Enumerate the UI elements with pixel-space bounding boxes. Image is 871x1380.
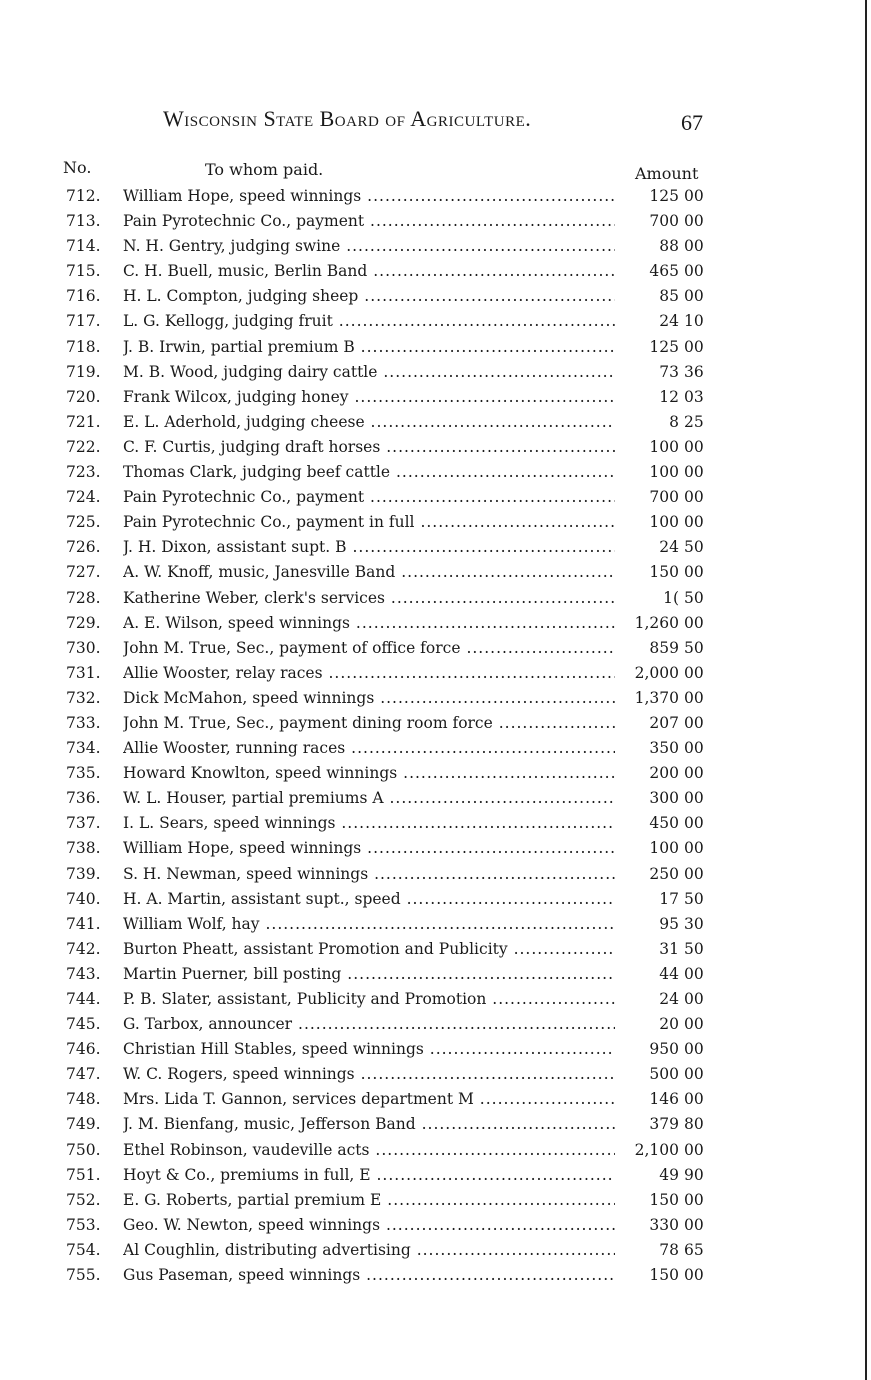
amount-cents: 00 bbox=[684, 437, 704, 456]
payee-description: Katherine Weber, clerk's services ..... bbox=[123, 586, 615, 611]
entry-number: 753. bbox=[66, 1215, 101, 1234]
amount-cents: 25 bbox=[684, 412, 704, 431]
amount-dollars: 1,370 bbox=[634, 688, 679, 707]
column-header-amount: Amount bbox=[635, 164, 699, 183]
ledger-row bbox=[0, 360, 871, 385]
payee-description: John M. True, Sec., payment of office force ..... bbox=[123, 636, 615, 661]
ledger-row bbox=[0, 234, 871, 259]
amount-cents: 00 bbox=[684, 1065, 704, 1084]
amount-cents: 00 bbox=[684, 1140, 704, 1159]
entry-number: 749. bbox=[66, 1115, 101, 1134]
payee-description: C. H. Buell, music, Berlin Band ..... bbox=[123, 259, 615, 284]
ledger-row bbox=[0, 435, 871, 460]
ledger-row bbox=[0, 887, 871, 912]
ledger-row bbox=[0, 335, 871, 360]
ledger-row bbox=[0, 535, 871, 560]
amount-cents: 00 bbox=[684, 287, 704, 306]
amount-cents: 50 bbox=[684, 939, 704, 958]
ledger-row bbox=[0, 686, 871, 711]
entry-number: 754. bbox=[66, 1240, 101, 1259]
ledger-row bbox=[0, 836, 871, 861]
payee-description: Martin Puerner, bill posting ..... bbox=[123, 962, 615, 987]
amount-cents: 00 bbox=[684, 1090, 704, 1109]
payee-description: Mrs. Lida T. Gannon, services department M ..... bbox=[123, 1087, 615, 1112]
payee-description: Burton Pheatt, assistant Promotion and Publicity ..... bbox=[123, 937, 615, 962]
payee-description: John M. True, Sec., payment dining room force ..... bbox=[123, 711, 615, 736]
payee-description: H. L. Compton, judging sheep ..... bbox=[123, 284, 615, 309]
amount-cents: 00 bbox=[684, 1040, 704, 1059]
amount-cents: 00 bbox=[684, 613, 704, 632]
entry-number: 752. bbox=[66, 1190, 101, 1209]
amount-cents: 00 bbox=[684, 789, 704, 808]
amount-cents: 00 bbox=[684, 212, 704, 231]
payee-description: Gus Paseman, speed winnings ..... bbox=[123, 1263, 615, 1288]
amount-cents: 00 bbox=[684, 1190, 704, 1209]
entry-number: 721. bbox=[66, 412, 101, 431]
amount-dollars: 100 bbox=[649, 839, 679, 858]
ledger-row bbox=[0, 1163, 871, 1188]
amount-cents: 03 bbox=[684, 387, 704, 406]
amount-cents: 00 bbox=[684, 663, 704, 682]
amount-cents: 50 bbox=[684, 538, 704, 557]
ledger-row bbox=[0, 937, 871, 962]
amount-dollars: 859 bbox=[649, 638, 679, 657]
ledger-row bbox=[0, 786, 871, 811]
amount-dollars: 150 bbox=[649, 563, 679, 582]
entry-number: 739. bbox=[66, 864, 101, 883]
ledger-row bbox=[0, 586, 871, 611]
ledger-row bbox=[0, 761, 871, 786]
amount-dollars: 2,000 bbox=[634, 663, 679, 682]
ledger-row bbox=[0, 1112, 871, 1137]
amount-dollars: 250 bbox=[649, 864, 679, 883]
payee-description: H. A. Martin, assistant supt., speed ..... bbox=[123, 887, 615, 912]
amount-cents: 00 bbox=[684, 739, 704, 758]
amount-cents: 00 bbox=[684, 1015, 704, 1034]
ledger-row bbox=[0, 987, 871, 1012]
ledger-row bbox=[0, 1213, 871, 1238]
amount-cents: 00 bbox=[684, 337, 704, 356]
payee-description: A. E. Wilson, speed winnings ..... bbox=[123, 611, 615, 636]
payee-description: J. B. Irwin, partial premium B ..... bbox=[123, 335, 615, 360]
amount-dollars: 150 bbox=[649, 1266, 679, 1285]
entry-number: 751. bbox=[66, 1165, 101, 1184]
amount-cents: 00 bbox=[684, 488, 704, 507]
amount-dollars: 24 bbox=[659, 538, 679, 557]
payee-description: Pain Pyrotechnic Co., payment ..... bbox=[123, 485, 615, 510]
entry-number: 724. bbox=[66, 488, 101, 507]
payee-description: Geo. W. Newton, speed winnings ..... bbox=[123, 1213, 615, 1238]
amount-cents: 00 bbox=[684, 814, 704, 833]
amount-cents: 80 bbox=[684, 1115, 704, 1134]
payee-description: Allie Wooster, running races ..... bbox=[123, 736, 615, 761]
entry-number: 726. bbox=[66, 538, 101, 557]
amount-dollars: 100 bbox=[649, 513, 679, 532]
amount-dollars: 700 bbox=[649, 212, 679, 231]
payee-description: Howard Knowlton, speed winnings ..... bbox=[123, 761, 615, 786]
ledger-row bbox=[0, 962, 871, 987]
ledger-row bbox=[0, 711, 871, 736]
amount-dollars: 700 bbox=[649, 488, 679, 507]
ledger-row bbox=[0, 1012, 871, 1037]
payee-description: L. G. Kellogg, judging fruit ..... bbox=[123, 309, 615, 334]
amount-dollars: 200 bbox=[649, 764, 679, 783]
amount-dollars: 20 bbox=[659, 1015, 679, 1034]
payee-description: Pain Pyrotechnic Co., payment ..... bbox=[123, 209, 615, 234]
ledger-row bbox=[0, 611, 871, 636]
entry-number: 744. bbox=[66, 990, 101, 1008]
amount-dollars: 85 bbox=[659, 287, 679, 306]
amount-dollars: 100 bbox=[649, 437, 679, 456]
amount-dollars: 73 bbox=[659, 362, 679, 381]
amount-dollars: 49 bbox=[659, 1165, 679, 1184]
ledger-row bbox=[0, 736, 871, 761]
amount-cents: 00 bbox=[684, 864, 704, 883]
payee-description: G. Tarbox, announcer ..... bbox=[123, 1012, 615, 1037]
amount-cents: 36 bbox=[684, 362, 704, 381]
payee-description: E. L. Aderhold, judging cheese ..... bbox=[123, 410, 615, 435]
entry-number: 731. bbox=[66, 663, 101, 682]
payee-description: I. L. Sears, speed winnings ..... bbox=[123, 811, 615, 836]
amount-dollars: 950 bbox=[649, 1040, 679, 1059]
entry-number: 725. bbox=[66, 513, 101, 532]
ledger-row bbox=[0, 385, 871, 410]
entry-number: 717. bbox=[66, 312, 101, 331]
ledger-row bbox=[0, 636, 871, 661]
entry-number: 741. bbox=[66, 914, 101, 933]
entry-number: 748. bbox=[66, 1090, 101, 1109]
entry-number: 743. bbox=[66, 964, 101, 983]
payee-description: Allie Wooster, relay races ..... bbox=[123, 661, 615, 686]
payee-description: A. W. Knoff, music, Janesville Band ..... bbox=[123, 560, 615, 585]
amount-cents: 50 bbox=[684, 889, 704, 908]
entry-number: 745. bbox=[66, 1015, 101, 1034]
entry-number: 720. bbox=[66, 387, 101, 406]
running-title: Wisconsin State Board of Agriculture. bbox=[163, 106, 532, 131]
ledger-row bbox=[0, 410, 871, 435]
amount-dollars: 88 bbox=[659, 237, 679, 256]
amount-dollars: 450 bbox=[649, 814, 679, 833]
entry-number: 734. bbox=[66, 739, 101, 758]
entry-number: 730. bbox=[66, 638, 101, 657]
entry-number: 715. bbox=[66, 262, 101, 281]
amount-cents: 00 bbox=[684, 764, 704, 783]
amount-dollars: 207 bbox=[649, 713, 679, 732]
amount-cents: 00 bbox=[684, 513, 704, 532]
entry-number: 714. bbox=[66, 237, 101, 256]
amount-dollars: 1,260 bbox=[634, 613, 679, 632]
entry-number: 722. bbox=[66, 437, 101, 456]
payee-description: Christian Hill Stables, speed winnings ..... bbox=[123, 1037, 615, 1062]
amount-cents: 00 bbox=[684, 713, 704, 732]
entry-number: 732. bbox=[66, 688, 101, 707]
amount-cents: 90 bbox=[684, 1165, 704, 1184]
amount-dollars: 300 bbox=[649, 789, 679, 808]
payee-description: J. M. Bienfang, music, Jefferson Band ..... bbox=[123, 1112, 615, 1137]
entry-number: 736. bbox=[66, 789, 101, 808]
amount-cents: 00 bbox=[684, 1215, 704, 1234]
payee-description: W. L. Houser, partial premiums A ..... bbox=[123, 786, 615, 811]
amount-cents: 00 bbox=[684, 187, 704, 205]
entry-number: 729. bbox=[66, 613, 101, 632]
page-edge-rule bbox=[865, 0, 867, 1380]
amount-dollars: 31 bbox=[659, 939, 679, 958]
ledger-row bbox=[0, 811, 871, 836]
amount-cents: 10 bbox=[684, 312, 704, 331]
ledger-row bbox=[0, 460, 871, 485]
payee-description: William Hope, speed winnings ..... bbox=[123, 836, 615, 861]
entry-number: 727. bbox=[66, 563, 101, 582]
payee-description: P. B. Slater, assistant, Publicity and Promotion ..... bbox=[123, 987, 615, 1012]
ledger-row bbox=[0, 485, 871, 510]
page-number: 67 bbox=[681, 110, 703, 135]
payee-description: Thomas Clark, judging beef cattle ..... bbox=[123, 460, 615, 485]
payee-description: J. H. Dixon, assistant supt. B ..... bbox=[123, 535, 615, 560]
amount-cents: 00 bbox=[684, 964, 704, 983]
amount-cents: 00 bbox=[684, 1266, 704, 1285]
amount-dollars: 24 bbox=[659, 312, 679, 331]
ledger-row bbox=[0, 1238, 871, 1263]
payee-description: William Hope, speed winnings ..... bbox=[123, 184, 615, 209]
amount-cents: 00 bbox=[684, 688, 704, 707]
amount-dollars: 8 bbox=[669, 412, 679, 431]
entry-number: 733. bbox=[66, 713, 101, 732]
amount-dollars: 125 bbox=[649, 337, 679, 356]
entry-number: 737. bbox=[66, 814, 101, 833]
entry-number: 728. bbox=[66, 588, 101, 607]
amount-dollars: 12 bbox=[659, 387, 679, 406]
amount-dollars: 78 bbox=[659, 1240, 679, 1259]
column-header-number: No. bbox=[63, 158, 92, 177]
payee-description: N. H. Gentry, judging swine ..... bbox=[123, 234, 615, 259]
entry-number: 718. bbox=[66, 337, 101, 356]
ledger-row bbox=[0, 862, 871, 887]
payee-description: S. H. Newman, speed winnings ..... bbox=[123, 862, 615, 887]
ledger-row bbox=[0, 1062, 871, 1087]
amount-cents: 65 bbox=[684, 1240, 704, 1259]
ledger-row bbox=[0, 1188, 871, 1213]
payee-description: Hoyt & Co., premiums in full, E ..... bbox=[123, 1163, 615, 1188]
ledger-row bbox=[0, 912, 871, 937]
ledger-row bbox=[0, 284, 871, 309]
amount-cents: 50 bbox=[684, 588, 704, 607]
payee-description: Ethel Robinson, vaudeville acts ..... bbox=[123, 1138, 615, 1163]
amount-dollars: 379 bbox=[649, 1115, 679, 1134]
entry-number: 747. bbox=[66, 1065, 101, 1084]
entry-number: 750. bbox=[66, 1140, 101, 1159]
amount-dollars: 2,100 bbox=[634, 1140, 679, 1159]
amount-cents: 00 bbox=[684, 262, 704, 281]
amount-dollars: 24 bbox=[659, 990, 679, 1008]
entry-number: 742. bbox=[66, 939, 101, 958]
column-header-payee: To whom paid. bbox=[205, 160, 324, 179]
entry-number: 738. bbox=[66, 839, 101, 858]
amount-dollars: 150 bbox=[649, 1190, 679, 1209]
amount-cents: 00 bbox=[684, 563, 704, 582]
ledger-row bbox=[0, 209, 871, 234]
payee-description: Al Coughlin, distributing advertising ..... bbox=[123, 1238, 615, 1263]
entry-number: 712. bbox=[66, 187, 101, 205]
entry-number: 755. bbox=[66, 1266, 101, 1285]
amount-dollars: 146 bbox=[649, 1090, 679, 1109]
payee-description: Dick McMahon, speed winnings ..... bbox=[123, 686, 615, 711]
amount-dollars: 350 bbox=[649, 739, 679, 758]
ledger-row bbox=[0, 1138, 871, 1163]
entry-number: 716. bbox=[66, 287, 101, 306]
amount-cents: 00 bbox=[684, 237, 704, 256]
payee-description: C. F. Curtis, judging draft horses ..... bbox=[123, 435, 615, 460]
entry-number: 723. bbox=[66, 463, 101, 482]
ledger-row bbox=[0, 259, 871, 284]
entry-number: 746. bbox=[66, 1040, 101, 1059]
payee-description: E. G. Roberts, partial premium E ..... bbox=[123, 1188, 615, 1213]
payee-description: Frank Wilcox, judging honey ..... bbox=[123, 385, 615, 410]
amount-cents: 30 bbox=[684, 914, 704, 933]
ledger-row bbox=[0, 510, 871, 535]
ledger-row bbox=[0, 1263, 871, 1288]
entry-number: 713. bbox=[66, 212, 101, 231]
column-headers bbox=[0, 158, 871, 186]
payee-description: W. C. Rogers, speed winnings ..... bbox=[123, 1062, 615, 1087]
ledger-row bbox=[0, 560, 871, 585]
amount-cents: 00 bbox=[684, 839, 704, 858]
ledger-row bbox=[0, 661, 871, 686]
amount-dollars: 44 bbox=[659, 964, 679, 983]
page-header bbox=[0, 106, 871, 140]
entry-number: 740. bbox=[66, 889, 101, 908]
entry-number: 735. bbox=[66, 764, 101, 783]
amount-cents: 50 bbox=[684, 638, 704, 657]
amount-dollars: 17 bbox=[659, 889, 679, 908]
entry-number: 719. bbox=[66, 362, 101, 381]
amount-dollars: 465 bbox=[649, 262, 679, 281]
amount-dollars: 100 bbox=[649, 463, 679, 482]
payee-description: Pain Pyrotechnic Co., payment in full ..... bbox=[123, 510, 615, 535]
ledger-row bbox=[0, 184, 871, 209]
amount-dollars: 125 bbox=[649, 187, 679, 205]
amount-dollars: 1( bbox=[663, 588, 679, 607]
ledger-row bbox=[0, 309, 871, 334]
amount-cents: 00 bbox=[684, 463, 704, 482]
ledger-row bbox=[0, 1037, 871, 1062]
amount-cents: 00 bbox=[684, 990, 704, 1008]
amount-dollars: 330 bbox=[649, 1215, 679, 1234]
payee-description: William Wolf, hay ..... bbox=[123, 912, 615, 937]
ledger-table bbox=[0, 184, 871, 1288]
ledger-row bbox=[0, 1087, 871, 1112]
amount-dollars: 95 bbox=[659, 914, 679, 933]
payee-description: M. B. Wood, judging dairy cattle ..... bbox=[123, 360, 615, 385]
amount-dollars: 500 bbox=[649, 1065, 679, 1084]
